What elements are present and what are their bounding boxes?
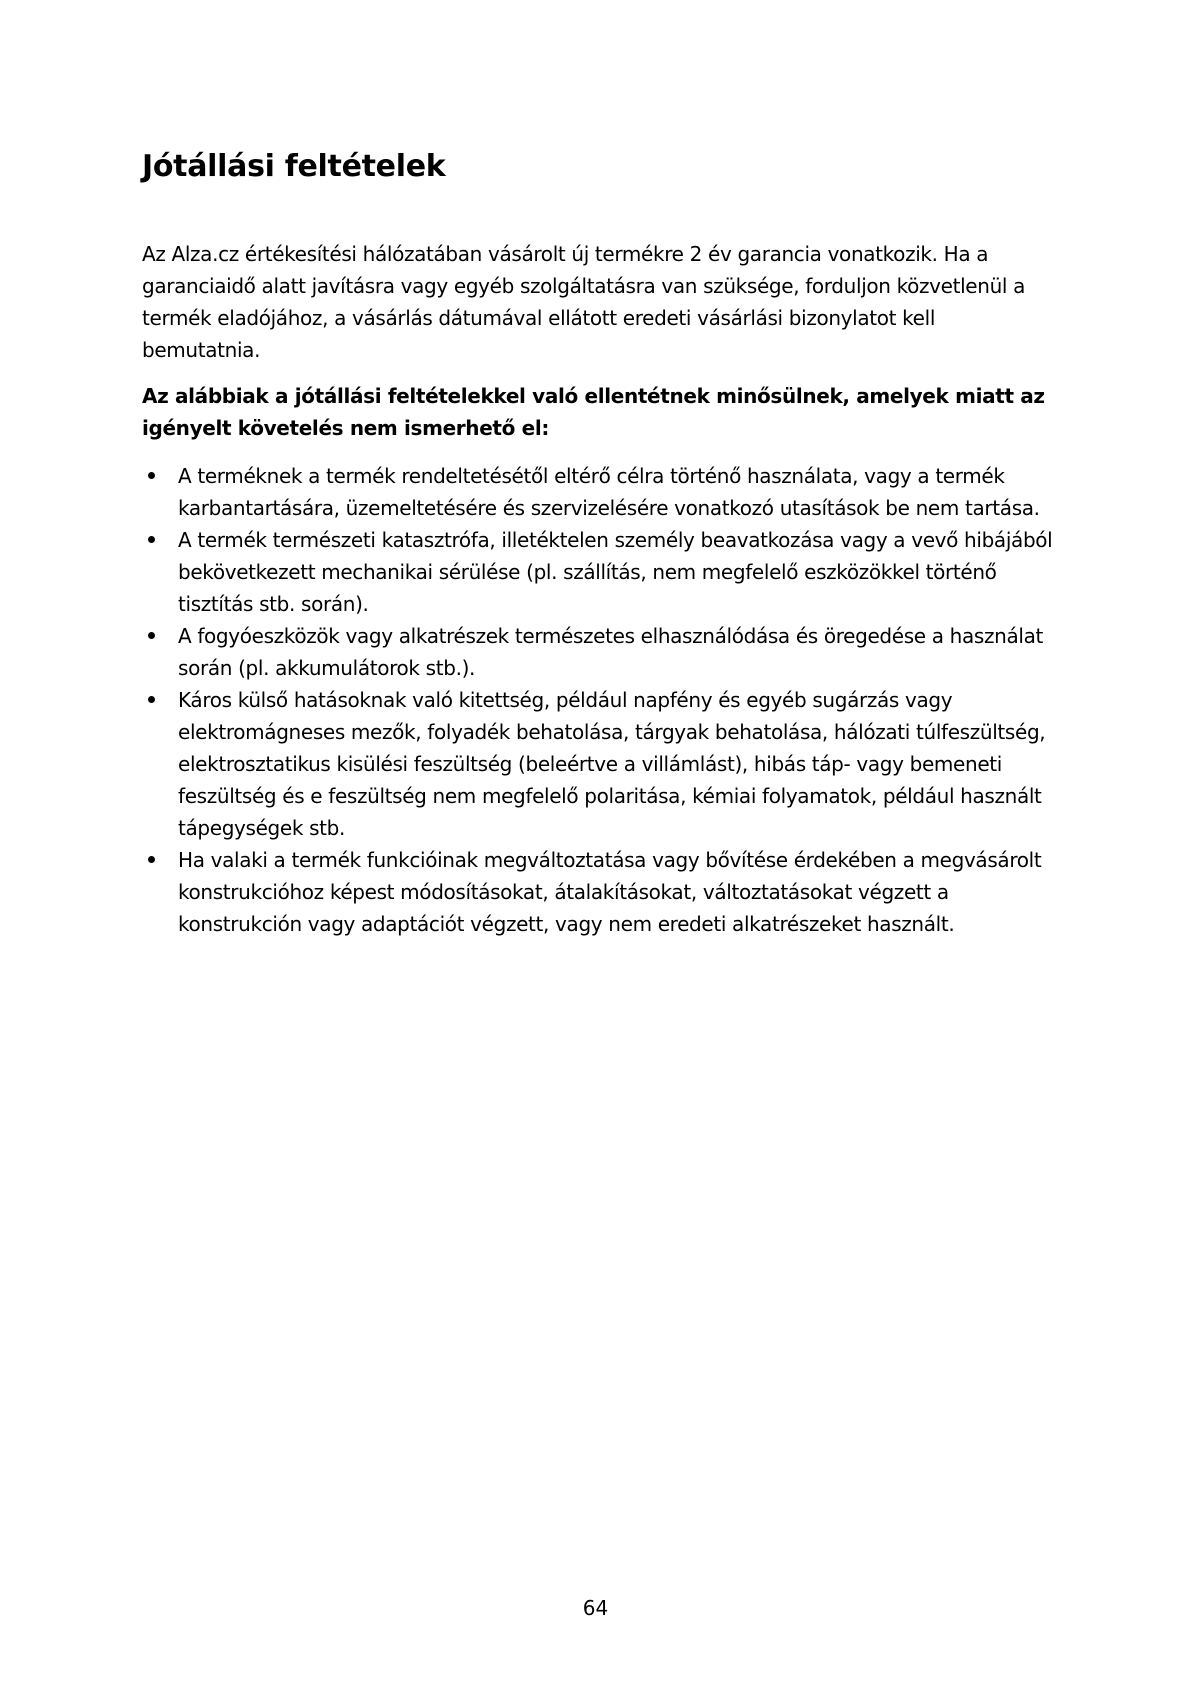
bullet-icon	[148, 620, 158, 652]
list-item	[142, 620, 1054, 684]
bullet-icon	[148, 460, 158, 492]
bullet-icon	[148, 524, 158, 556]
list-item-text: A termék természeti katasztrófa, illetéktelen személy beavatkozása vagy a vevő hibájából bekövetkezett mechanikai sérülése (pl. szállítás, nem megfelelő eszközökkel történő tisztítás stb. során).	[178, 528, 1053, 616]
intro-paragraph: Az Alza.cz értékesítési hálózatában vásárolt új termékre 2 év garancia vonatkozik. Ha a garanciaidő alatt javításra vagy egyéb szolgáltatásra van szüksége, forduljon közvetlenül a termék eladójához, a vásárlás dátumával ellátott eredeti vásárlási bizonylatot kell bemutatnia.	[142, 242, 1026, 362]
list-item	[142, 684, 1054, 844]
list-item	[142, 460, 1054, 524]
list-item-text: A fogyóeszközök vagy alkatrészek természetes elhasználódása és öregedése a használat során (pl. akkumulátorok stb.).	[178, 624, 1043, 680]
conditions-heading: Az alábbiak a jótállási feltételekkel való ellentétnek minősülnek, amelyek miatt az igényelt követelés nem ismerhető el:	[142, 384, 1045, 440]
list-item-text: Ha valaki a termék funkcióinak megváltoztatása vagy bővítése érdekében a megvásárolt konstrukcióhoz képest módosításokat, átalakításokat, változtatásokat végzett a konstrukción vagy adaptációt végzett, vagy nem eredeti alkatrészeket használt.	[178, 848, 1042, 936]
list-item-text: Káros külső hatásoknak való kitettség, például napfény és egyéb sugárzás vagy elektromágneses mezők, folyadék behatolása, tárgyak behatolása, hálózati túlfeszültség, elektrosztatikus kisülési feszültség (beleértve a villámlást), hibás táp- vagy bemeneti feszültség és e feszültség nem megfelelő polaritása, kémiai folyamatok, például használt tápegységek stb.	[178, 688, 1046, 840]
page-title: Jótállási feltételek	[142, 149, 446, 184]
bullet-icon	[148, 684, 158, 716]
list-item-text: A terméknek a termék rendeltetésétől eltérő célra történő használata, vagy a termék karbantartására, üzemeltetésére és szervizelésére vonatkozó utasítások be nem tartása.	[178, 464, 1040, 520]
list-item	[142, 844, 1054, 940]
bullet-icon	[148, 844, 158, 876]
page-number: 64	[582, 1596, 609, 1620]
list-item	[142, 524, 1054, 620]
page-content	[142, 148, 1054, 940]
warranty-exclusions-list	[142, 460, 1054, 940]
